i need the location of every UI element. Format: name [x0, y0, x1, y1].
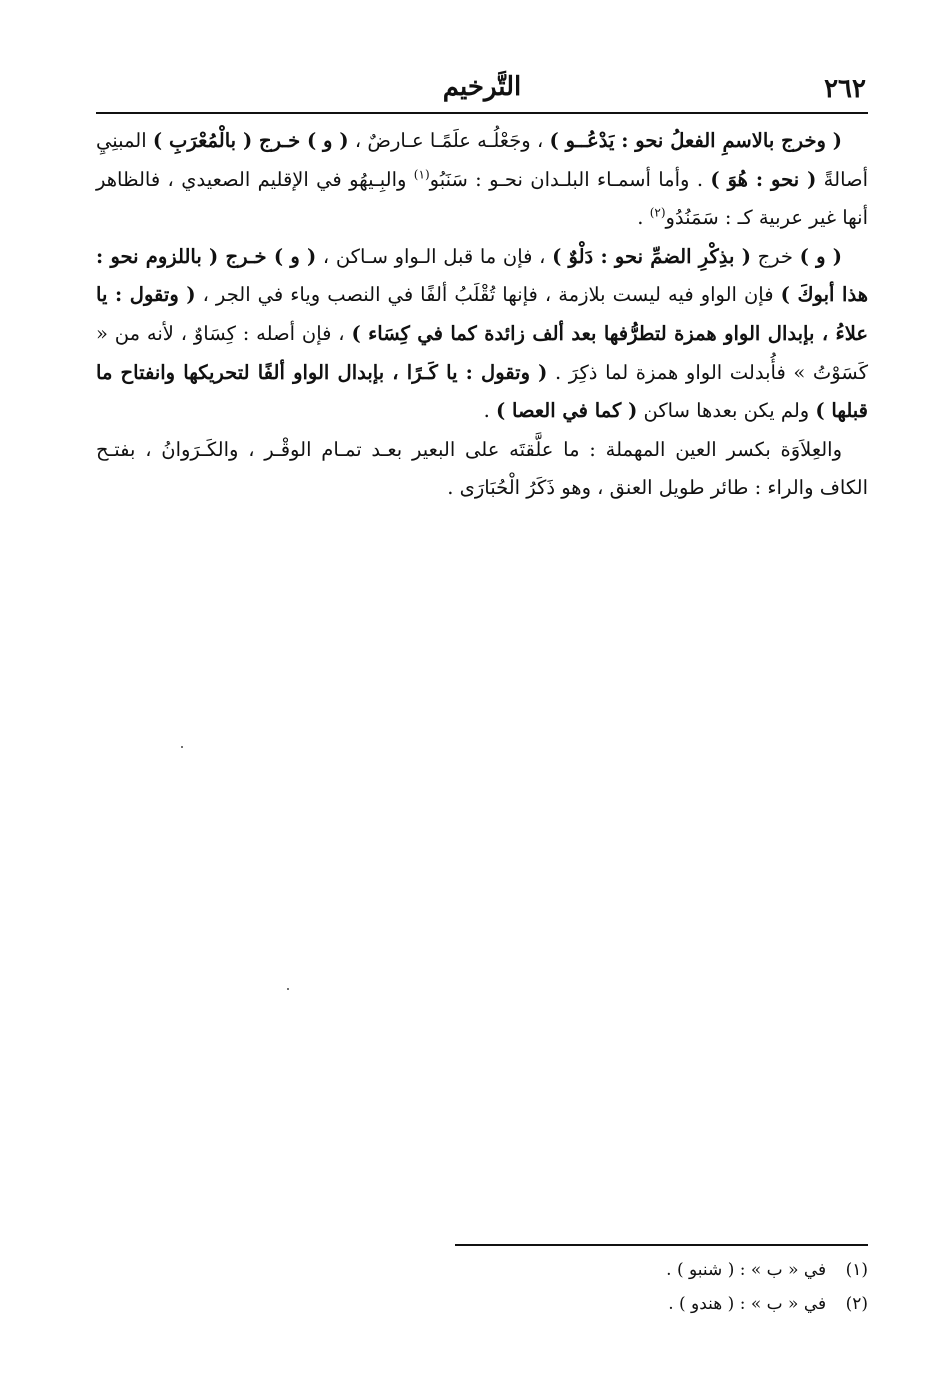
- matn-text: ( وتقول : يا علاءُ ، بإبدال الواو همزة لتطرُّفها بعد ألف زائدة كما في كِسَاء ): [96, 283, 868, 345]
- header-rule: [96, 112, 868, 114]
- footnote-1: [455, 1253, 868, 1287]
- matn-text: ( و ) خـرج ( بالْمُعْرَبِ ): [152, 129, 349, 152]
- matn-text: ( نحو : هُوَ ): [710, 167, 817, 191]
- sharh-text: ولم يكن بعدها ساكن: [637, 399, 816, 423]
- main-text: [96, 122, 868, 508]
- matn-text: ( و ) خـرج ( باللزوم نحو : هذا أبوكَ ): [96, 244, 868, 307]
- sharh-text: ، فإن ما قبل الـواو سـاكن ،: [316, 244, 553, 268]
- footnotes: [455, 1253, 868, 1321]
- sharh-text: ، فإن أصله : كِسَاوٌ ، لأنه من « كَسَوْتُ » فأُبدلت الواو همزة لما ذكِرَ .: [96, 321, 868, 384]
- page-header: [96, 72, 868, 110]
- matn-text: ( بذِكْرِ الضمِّ نحو : دَلْوٌ ): [552, 244, 751, 268]
- matn-text: ( وتقول : يا كَـرًا ، بإبدال الواو ألفًا لتحريكها وانفتاح ما قبلها ): [96, 360, 868, 423]
- sharh-text: خرج: [750, 244, 800, 268]
- sharh-text: المبنِيِ أصالةً: [96, 129, 868, 191]
- sharh-text: والعِلاَوَة بكسر العين المهملة : ما علَّقتَه على البعير بعـد تمـام الوقْـر ، والكَـرَوانُ ، بفتـح الكاف والراء : طائر طويل العنق ، وهو ذَكَرُ الْحُبَارَى .: [96, 437, 868, 500]
- footnote-2: [455, 1287, 868, 1321]
- footnote-text: في « ب » : ( هندو ) .: [668, 1294, 827, 1314]
- page-number: ٢٦٢: [824, 74, 866, 104]
- scan-speck: [287, 988, 289, 990]
- sharh-text: .: [637, 206, 650, 230]
- matn-text: ( و ): [799, 244, 842, 268]
- footnote-text: في « ب » : ( شنبو ) .: [666, 1260, 827, 1280]
- sharh-text: ، وجَعْلُـه علَمًـا عـارضٌ ،: [348, 129, 550, 152]
- paragraph-1: [96, 122, 868, 238]
- running-title: التَّرخيم: [442, 72, 522, 102]
- footnote-number: (٢): [845, 1294, 868, 1314]
- sharh-text: .: [483, 399, 496, 423]
- footnote-rule: [455, 1244, 868, 1246]
- matn-text: ( كما في العصا ): [496, 399, 638, 423]
- sharh-text: . وأما أسمـاء البلـدان نحـو : سَنَبُو: [429, 167, 711, 191]
- sharh-text: فإن الواو فيه ليست بلازمة ، فإنها تُقْلَبُ ألفًا في النصب وياء في الجر ،: [195, 283, 781, 307]
- paragraph-2: [96, 238, 868, 431]
- footnote-number: (١): [845, 1260, 868, 1280]
- paragraph-3: [96, 431, 868, 508]
- scan-speck: [181, 746, 183, 748]
- footnote-reference: (٢): [649, 205, 666, 220]
- matn-text: ( وخرج بالاسمِ الفعلُ نحو : يَدْعُــو ): [549, 129, 842, 152]
- sharh-text: والبِـيهُو في الإقليم الصعيدي ، فالظاهر أنها غير عربية كـ : سَمَنُدُو: [96, 167, 868, 230]
- footnote-reference: (١): [413, 167, 430, 182]
